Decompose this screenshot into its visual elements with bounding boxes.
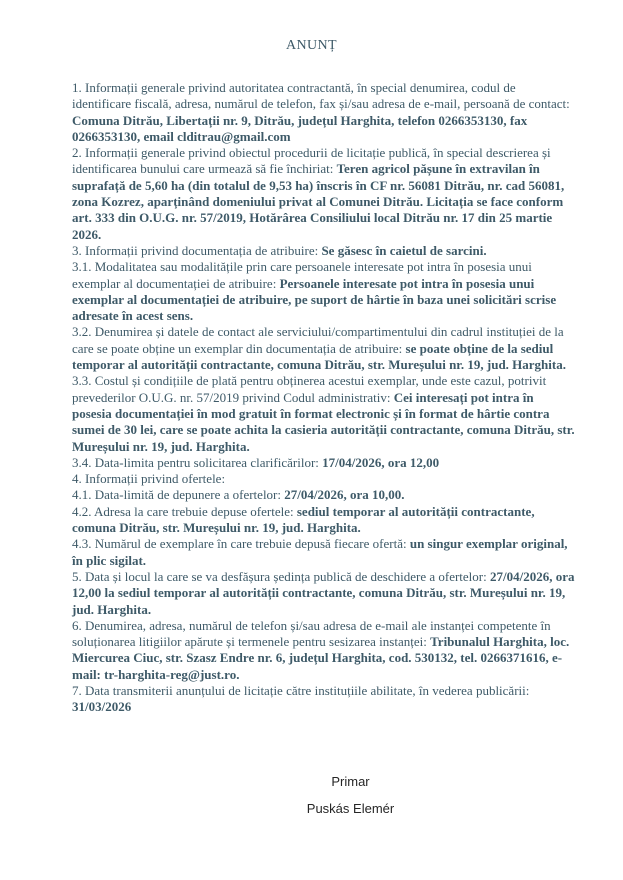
paragraph <box>72 373 576 454</box>
text-run: 4.1. Data-limită de depunere a ofertelor: <box>72 487 285 503</box>
text-run-bold: Teren agricol pășune în extravilan în suprafață de 5,60 ha (din totalul de 9,53 ha) înscris în CF nr. 56081 Ditrău, nr. cad 56081, zona Kozrez, aparținând domeniului privat al Comunei Ditrău. Licitația se face conform art. 333 din O.U.G. nr. 57/2019, Hotărârea Consiliului local Ditrău nr. 17 din 25 martie 2026. <box>72 161 565 242</box>
signature-name: Puskás Elemér <box>306 801 395 816</box>
paragraph <box>72 683 576 716</box>
paragraph <box>72 487 576 503</box>
text-run: 7. Data transmiterii anunțului de licitație către instituțiile abilitate, în vederea publicării: <box>72 682 530 698</box>
text-run: 3.1. Modalitatea sau modalitățile prin care persoanele interesate pot intra în posesia unui exemplar al documentației de atribuire: <box>72 259 532 291</box>
document-title: ANUNȚ <box>286 38 337 53</box>
text-run-bold: Comuna Ditrău, Libertații nr. 9, Ditrău, județul Harghita, telefon 0266353130, fax 0266353130, email clditrau@gmail.com <box>72 112 528 144</box>
paragraph <box>72 569 576 618</box>
text-run: 4.3. Numărul de exemplare în care trebuie depusă fiecare ofertă: <box>72 536 410 552</box>
text-run: 3. Informații privind documentația de atribuire: <box>72 242 322 258</box>
text-run: 3.4. Data-limita pentru solicitarea clarificărilor: <box>72 454 323 470</box>
text-run: 4.2. Adresa la care trebuie depuse ofertele: <box>72 503 297 519</box>
paragraph <box>72 471 576 487</box>
paragraph <box>72 504 576 537</box>
text-run-bold: 17/04/2026, ora 12,00 <box>322 454 440 470</box>
text-run: 1. Informații generale privind autoritatea contractantă, în special denumirea, codul de identificare fiscală, adresa, numărul de telefon, fax și/sau adresa de e-mail, persoană de contact: <box>72 80 570 112</box>
paragraph <box>72 80 576 145</box>
paragraph <box>72 324 576 373</box>
paragraph <box>72 145 576 243</box>
paragraph <box>72 618 576 683</box>
text-run-bold: 27/04/2026, ora 10,00. <box>284 487 405 503</box>
paragraph <box>72 455 576 471</box>
text-run: 5. Data și locul la care se va desfășura ședința publică de deschidere a ofertelor: <box>72 568 490 584</box>
text-run-bold: 31/03/2026 <box>72 699 132 715</box>
paragraph <box>72 536 576 569</box>
text-run: 2. Informații generale privind obiectul procedurii de licitație publică, în special descrierea și identificarea bunului care urmează să fie închiriat: <box>72 145 551 177</box>
text-run-bold: Se găsesc în caietul de sarcini. <box>321 242 487 258</box>
paragraph <box>72 259 576 324</box>
text-run-bold: se poate obține de la sediul temporar al autorității contractante, comuna Ditrău, str. Mureșului nr. 19, jud. Harghita. <box>72 340 566 373</box>
text-run: 6. Denumirea, adresa, numărul de telefon și/sau adresa de e-mail ale instanței competente în soluționarea litigiilor apărute și termenele pentru sesizarea instanței: <box>72 617 551 650</box>
text-run: 4. Informații privind ofertele: <box>72 471 226 487</box>
signature-role: Primar <box>331 774 370 789</box>
text-run-bold: Persoanele interesate pot intra în posesia unui exemplar al documentației de atribuire, pe suport de hârtie în baza unei solicitări scrise adresate în acest sens. <box>72 275 557 324</box>
text-run-bold: Tribunalul Harghita, loc. Miercurea Ciuc, str. Szasz Endre nr. 6, județul Harghita, cod. 530132, tel. 0266371616, e-mail: tr-harghita-reg@just.ro. <box>72 634 570 682</box>
text-run: 3.3. Costul și condițiile de plată pentru obținerea acestui exemplar, unde este cazul, potrivit prevederilor O.U.G. nr. 57/2019 privind Codul administrativ: <box>72 373 547 405</box>
text-run: 3.2. Denumirea și datele de contact ale serviciului/compartimentului din cadrul instituției de la care se poate obține un exemplar din documentația de atribuire: <box>72 324 564 356</box>
text-run-bold: sediul temporar al autorității contractante, comuna Ditrău, str. Mureșului nr. 19, jud. Harghita. <box>72 503 535 536</box>
text-run-bold: 27/04/2026, ora 12,00 la sediul temporar al autorității contractante, comuna Ditrău, str. Mureșului nr. 19, jud. Harghita. <box>72 568 575 617</box>
text-run-bold: Cei interesați pot intra în posesia documentației în mod gratuit în format electronic și în format de hârtie contra sumei de 30 lei, care se poate achita la casieria autorității contractante, comuna Ditrău, str. Mureșului nr. 19, jud. Harghita. <box>72 389 575 454</box>
signature-block <box>0 774 623 817</box>
paragraph <box>72 243 576 259</box>
document-body <box>72 80 576 716</box>
text-run-bold: un singur exemplar original, în plic sigilat. <box>72 536 568 568</box>
